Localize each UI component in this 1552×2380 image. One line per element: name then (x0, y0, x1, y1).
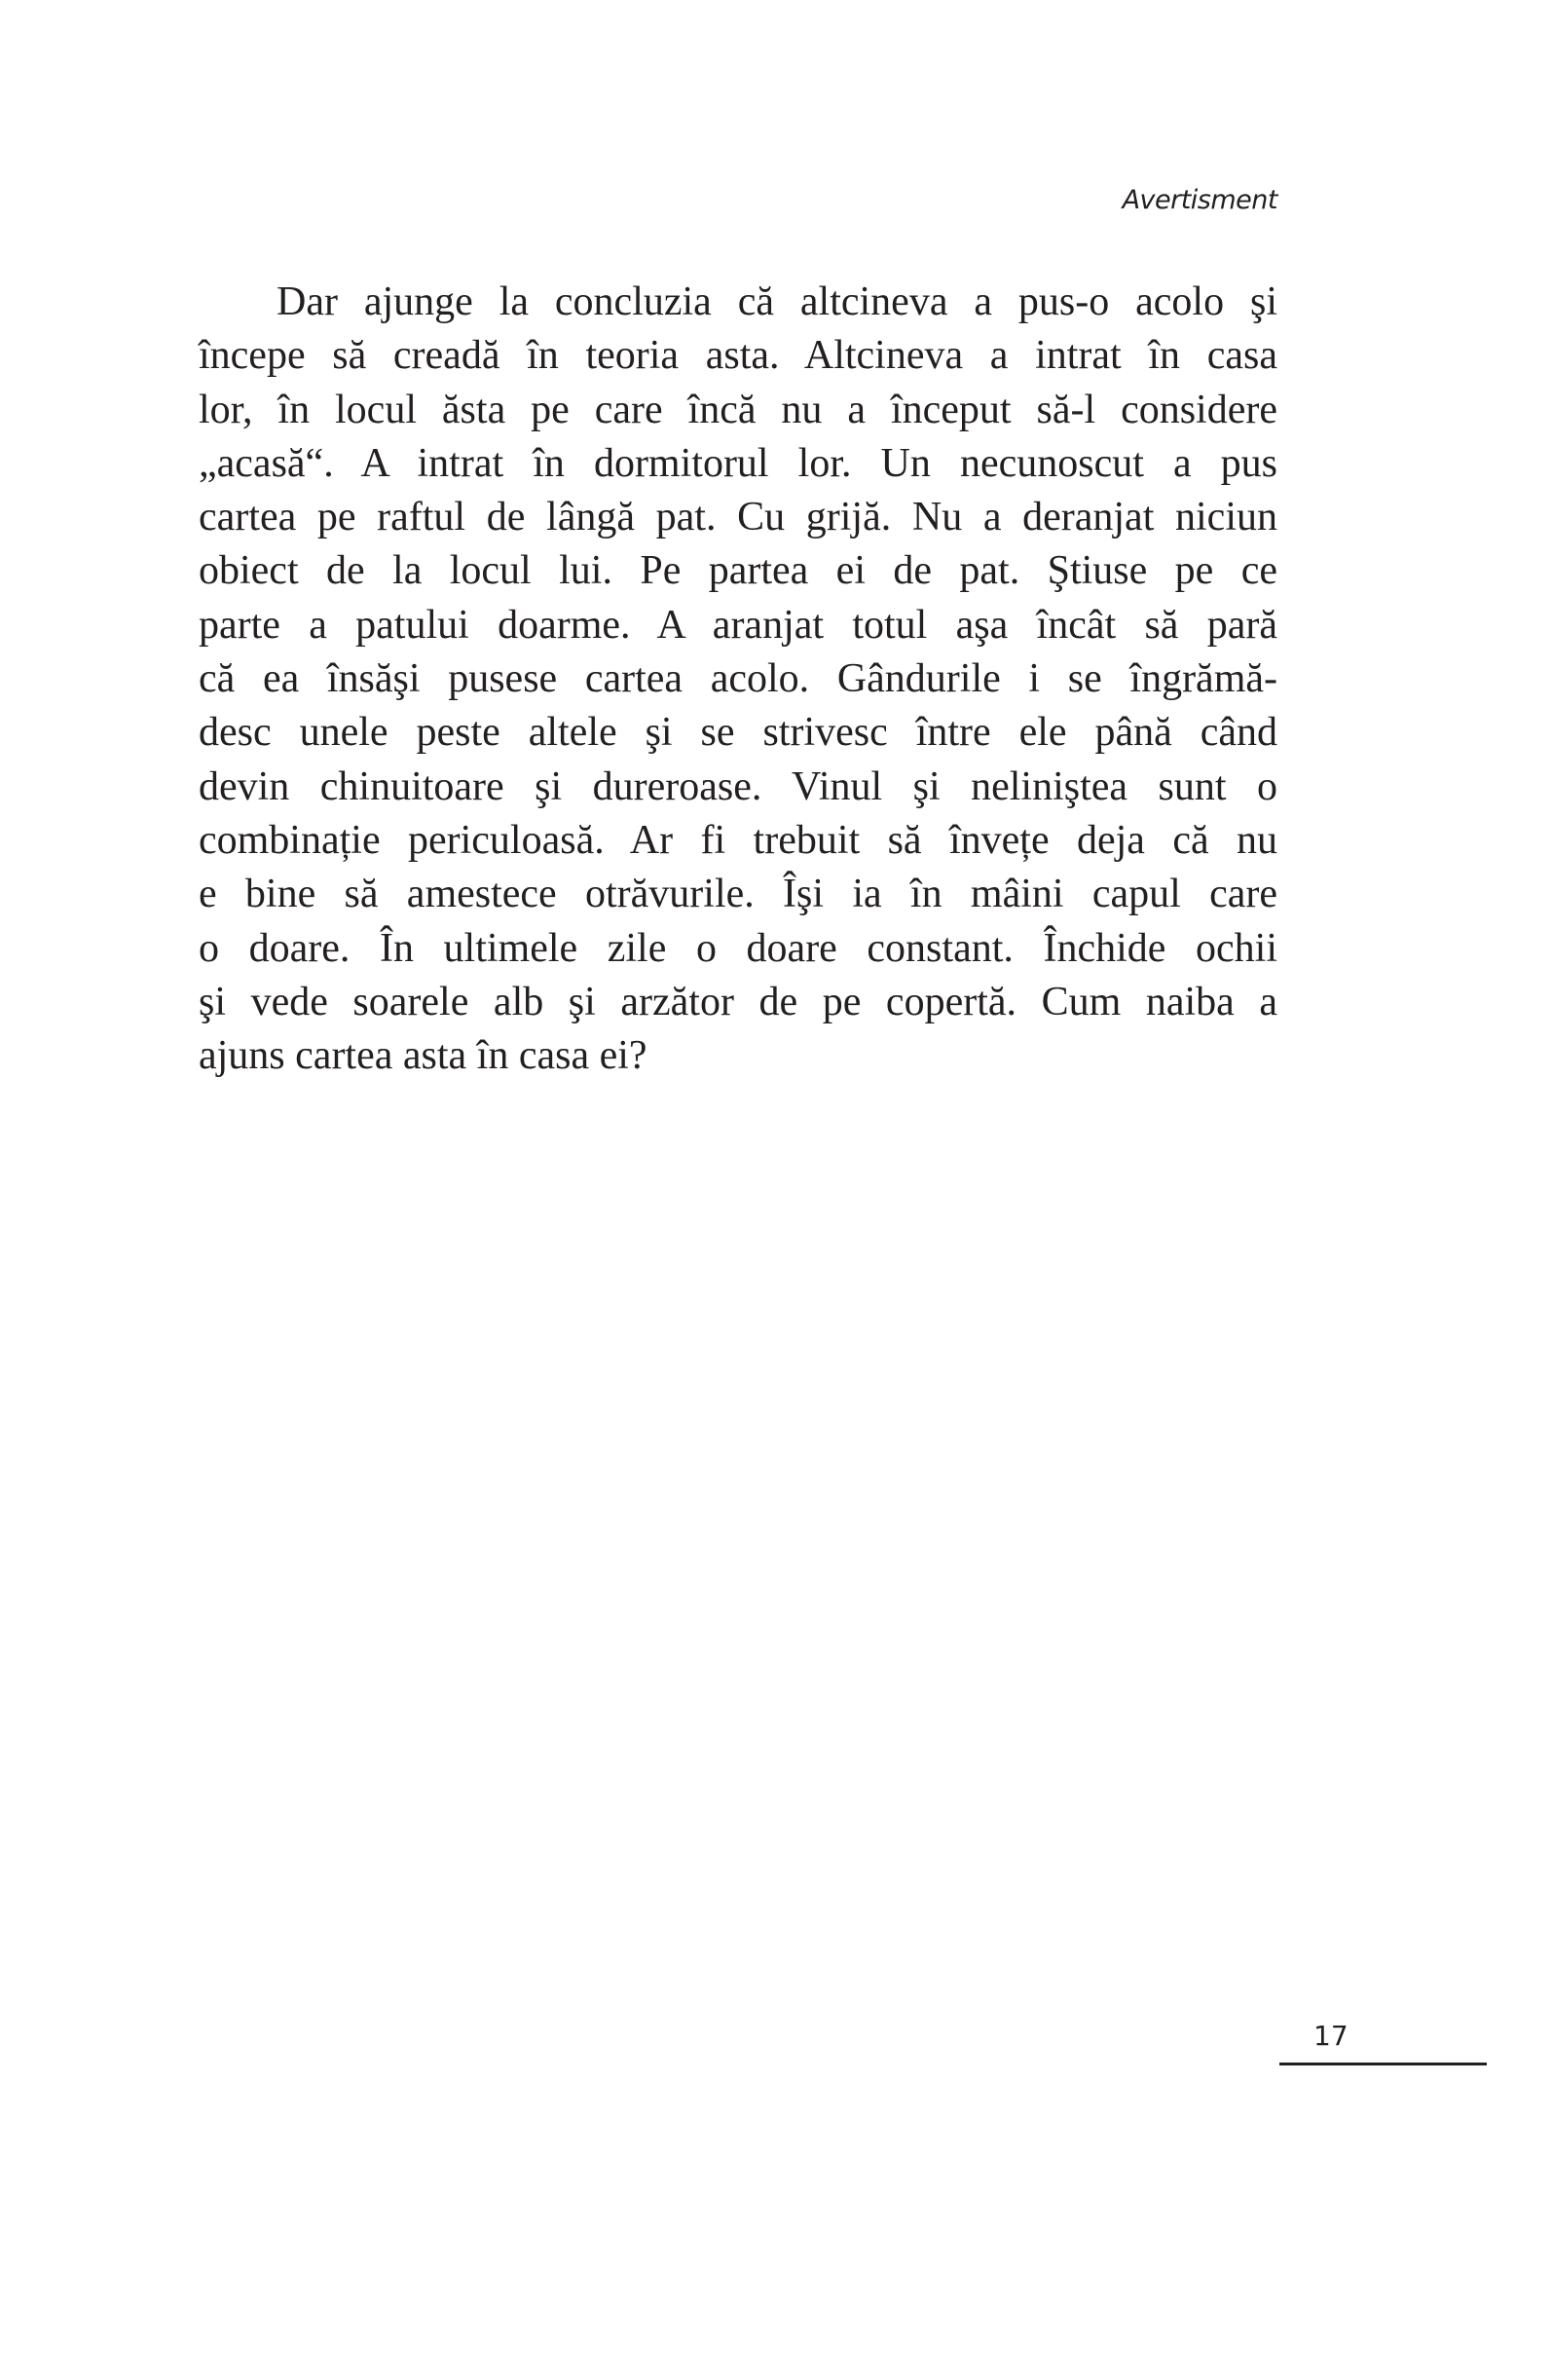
text-line: o doare. În ultimele zile o doare constant. Închide ochii (199, 925, 1277, 971)
text-line: cartea pe raftul de lângă pat. Cu grijă. Nu a deranjat niciun (199, 495, 1277, 540)
page-number: 17 (1313, 2020, 1349, 2052)
text-line: şi vede soarele alb şi arzător de pe copertă. Cum naiba a (199, 979, 1277, 1024)
text-line: e bine să amestece otrăvurile. Îşi ia în mâini capul care (199, 872, 1277, 917)
text-line: combinație periculoasă. Ar fi trebuit să învețe deja că nu (199, 817, 1277, 863)
text-line: devin chinuitoare şi dureroase. Vinul şi neliniştea sunt o (199, 763, 1277, 809)
text-line: ajuns cartea asta în casa ei? (199, 1033, 647, 1079)
text-line: obiect de la locul lui. Pe partea ei de pat. Ştiuse pe ce (199, 548, 1277, 594)
text-line: „acasă“. A intrat în dormitorul lor. Un necunoscut a pus (199, 440, 1277, 486)
text-line: parte a patului doarme. A aranjat totul aşa încât să pară (199, 602, 1277, 648)
body-paragraph (199, 276, 1277, 1083)
running-header: Avertisment (1122, 185, 1277, 215)
text-line: că ea însăşi pusese cartea acolo. Gândurile i se îngrămă- (199, 656, 1277, 702)
text-line: desc unele peste altele şi se strivesc între ele până când (199, 710, 1277, 756)
text-line: începe să creadă în teoria asta. Altcineva a intrat în casa (199, 333, 1277, 379)
text-line: Dar ajunge la concluzia că altcineva a pus-o acolo şi (277, 279, 1277, 324)
footer-rule (1279, 2063, 1487, 2065)
text-line: lor, în locul ăsta pe care încă nu a început să-l considere (199, 387, 1277, 432)
